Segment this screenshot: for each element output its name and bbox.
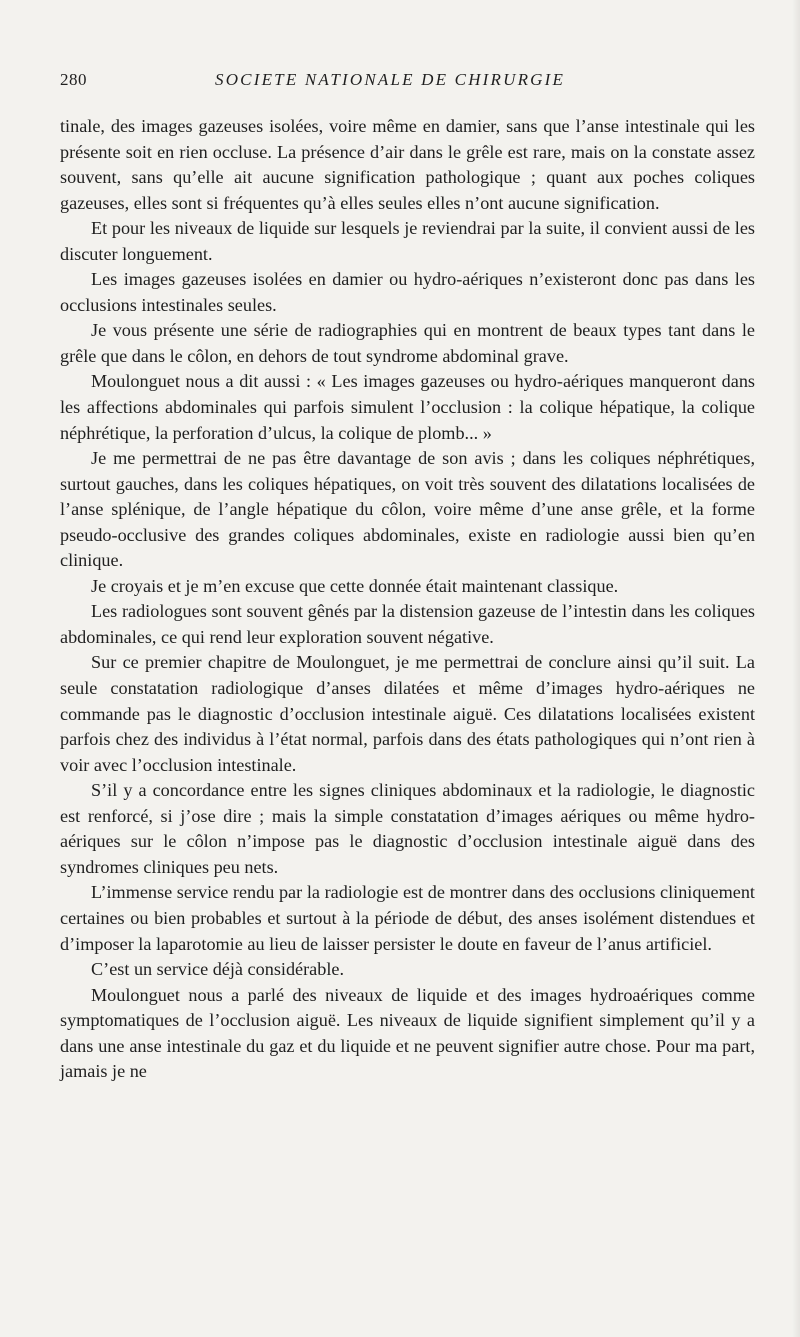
body-text <box>60 114 755 1085</box>
running-title: SOCIETE NATIONALE DE CHIRURGIE <box>215 70 566 89</box>
paragraph: Je vous présente une série de radiographies qui en montrent de beaux types tant dans le grêle que dans le côlon, en dehors de tout syndrome abdominal grave. <box>60 320 755 366</box>
paragraph: Moulonguet nous a dit aussi : « Les images gazeuses ou hydro-aériques manqueront dans les affections abdominales qui parfois simulent l’occlusion : la colique hépatique, la colique néphrétique, la perforation d’ulcus, la colique de plomb... » <box>60 371 755 443</box>
paragraph: S’il y a concordance entre les signes cliniques abdominaux et la radiologie, le diagnostic est renforcé, si j’ose dire ; mais la simple constatation d’images aériques ou même hydro-aériques sur le côlon n’impose pas le diagnostic d’occlusion intestinale aiguë dans des syndromes cliniques peu nets. <box>60 780 755 877</box>
page-edge-shadow <box>792 0 800 1337</box>
paragraph: Moulonguet nous a parlé des niveaux de liquide et des images hydroaériques comme symptomatiques de l’occlusion aiguë. Les niveaux de liquide signifient simplement qu’il y a dans une anse intestinale du gaz et du liquide et ne peuvent signifier autre chose. Pour ma part, jamais je ne <box>60 984 755 1082</box>
page-number: 280 <box>60 70 87 89</box>
paragraph: Les images gazeuses isolées en damier ou hydro-aériques n’existeront donc pas dans les occlusions intestinales seules. <box>60 269 755 315</box>
paragraph: C’est un service déjà considérable. <box>91 959 345 980</box>
paragraph: Les radiologues sont souvent gênés par la distension gazeuse de l’intestin dans les coliques abdominales, ce qui rend leur exploration souvent négative. <box>60 601 755 647</box>
paragraph: L’immense service rendu par la radiologie est de montrer dans des occlusions cliniquement certaines ou bien probables et surtout à la période de début, des anses isolément distendues et d’imposer la laparotomie au lieu de laisser persister le doute en faveur de l’anus artificiel. <box>60 882 755 954</box>
paragraph: Sur ce premier chapitre de Moulonguet, je me permettrai de conclure ainsi qu’il suit. La seule constatation radiologique d’anses dilatées et même d’images hydro-aériques ne commande pas le diagnostic d’occlusion intestinale aiguë. Ces dilatations localisées existent parfois chez des individus à l’état normal, parfois dans des états pathologiques qui n’ont rien à voir avec l’occlusion intestinale. <box>60 652 755 775</box>
paragraph: Je croyais et je m’en excuse que cette donnée était maintenant classique. <box>91 575 619 596</box>
paragraph: tinale, des images gazeuses isolées, voire même en damier, sans que l’anse intestinale qui les présente soit en rien occluse. La présence d’air dans le grêle est rare, mais on la constate assez souvent, sans qu’elle ait aucune signification pathologique ; quant aux poches coliques gazeuses, elles sont si fréquentes qu’à elles seules elles n’ont aucune signification. <box>60 116 755 213</box>
paragraph: Et pour les niveaux de liquide sur lesquels je reviendrai par la suite, il convient aussi de les discuter longuement. <box>60 218 755 264</box>
paragraph: Je me permettrai de ne pas être davantage de son avis ; dans les coliques néphrétiques, surtout gauches, dans les coliques hépatiques, on voit très souvent des dilatations localisées de l’anse splénique, de l’angle hépatique du côlon, voire même d’une anse grêle, et la forme pseudo-occlusive des grandes coliques abdominales, existe en radiologie aussi bien qu’en clinique. <box>60 448 755 571</box>
page-header <box>60 70 756 96</box>
